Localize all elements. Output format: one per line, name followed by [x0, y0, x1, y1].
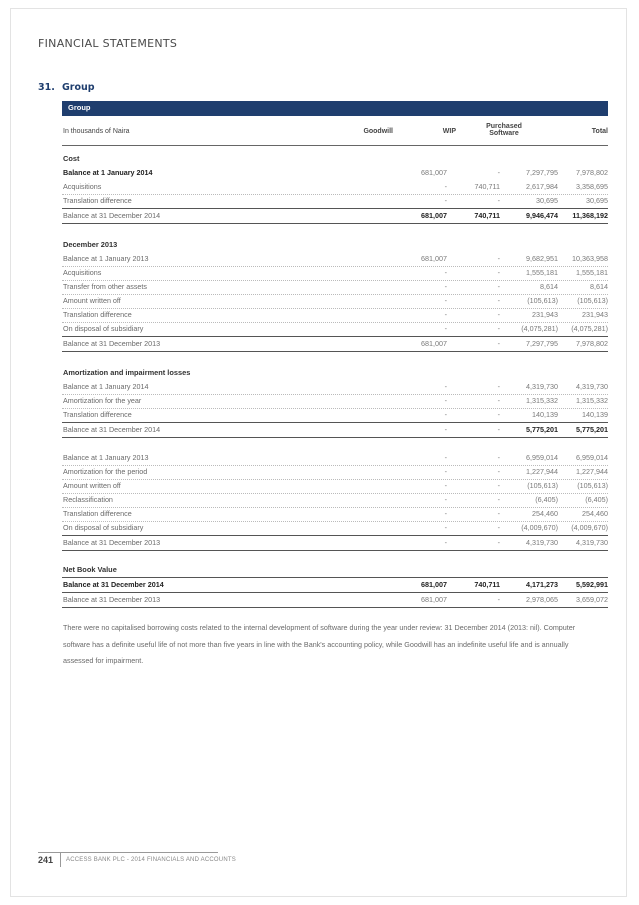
footer-divider [38, 852, 218, 853]
column-header-software [478, 123, 530, 137]
table-row: Balance at 31 December 2013 681,007 - 7,297,795 7,978,802 [62, 336, 608, 352]
footer-page-number: 241 [38, 855, 54, 865]
footnote: There were no capitalised borrowing costs related to the internal development of software during the year under review: 31 December 2014 (2013: nil). Computer software has a definite useful life of not more than five years in line with the Bank's accounting policy, while Goodwill has an indefinite useful life and is annually assessed for impairment. [63, 623, 576, 665]
table-row: On disposal of subsidiary - - (4,009,670) (4,009,670) [63, 523, 608, 532]
page-header-title: FINANCIAL STATEMENTS [38, 37, 178, 50]
table-row: Balance at 1 January 2014 - - 4,319,730 4,319,730 [62, 380, 608, 395]
table-row: Balance at 1 January 2013 - - 6,959,014 6,959,014 [62, 451, 608, 466]
table-row: Net Book Value [63, 565, 117, 574]
table-row: Reclassification - - (6,405) (6,405) [62, 493, 608, 508]
table-row: Balance at 1 January 2014 681,007 - 7,297,795 7,978,802 [63, 168, 608, 177]
table-row: Balance at 31 December 2014 681,007 740,711 4,171,273 5,592,991 [62, 577, 608, 592]
table-row: December 2013 [63, 240, 118, 249]
table-row: Acquisitions - - 1,555,181 1,555,181 [62, 266, 608, 281]
table-band-label: Group [68, 103, 91, 112]
footer-text: ACCESS BANK PLC - 2014 FINANCIALS AND ACCOUNTS [66, 857, 236, 863]
table-row: Translation difference - - 140,139 140,139 [63, 410, 608, 419]
table-row: On disposal of subsidiary - - (4,075,281) (4,075,281) [63, 324, 608, 333]
table-band [62, 101, 608, 116]
table-row: Translation difference - - 30,695 30,695 [63, 196, 608, 205]
column-header-wip: WIP [442, 128, 456, 135]
table-row: Balance at 31 December 2014 - - 5,775,201 5,775,201 [62, 422, 608, 438]
table-row: Amortization for the period - - 1,227,944 1,227,944 [62, 465, 608, 480]
table-row: Acquisitions - 740,711 2,617,984 3,358,695 [62, 180, 608, 195]
header-divider [62, 145, 608, 146]
table-row: Translation difference - - 254,460 254,460 [62, 507, 608, 522]
column-header-software-line2: Software [489, 130, 519, 137]
table-row: Amortization and impairment losses [63, 368, 191, 377]
table-row: Balance at 31 December 2013 - - 4,319,730 4,319,730 [62, 535, 608, 551]
table-row: Balance at 31 December 2014 681,007 740,711 9,946,474 11,368,192 [62, 208, 608, 224]
footer-separator [60, 853, 61, 867]
table-row: Balance at 31 December 2013 681,007 - 2,978,065 3,659,072 [62, 592, 608, 608]
table-row: Transfer from other assets - - 8,614 8,614 [62, 280, 608, 295]
column-header-label: In thousands of Naira [63, 128, 130, 135]
table-row: Translation difference - - 231,943 231,943 [62, 308, 608, 323]
table-row: Amortization for the year - - 1,315,332 1,315,332 [62, 394, 608, 409]
column-header-total: Total [591, 128, 608, 135]
note-number: 31. [38, 82, 55, 93]
note-heading [38, 82, 95, 93]
note-title: Group [62, 82, 95, 93]
column-header-goodwill: Goodwill [363, 128, 393, 135]
table-row: Amount written off - - (105,613) (105,613) [62, 479, 608, 494]
table-row: Balance at 1 January 2013 681,007 - 9,682,951 10,363,958 [62, 252, 608, 267]
table-row: Amount written off - - (105,613) (105,613) [62, 294, 608, 309]
table-row: Cost [63, 154, 80, 163]
column-header-software-line1: Purchased [486, 123, 522, 130]
